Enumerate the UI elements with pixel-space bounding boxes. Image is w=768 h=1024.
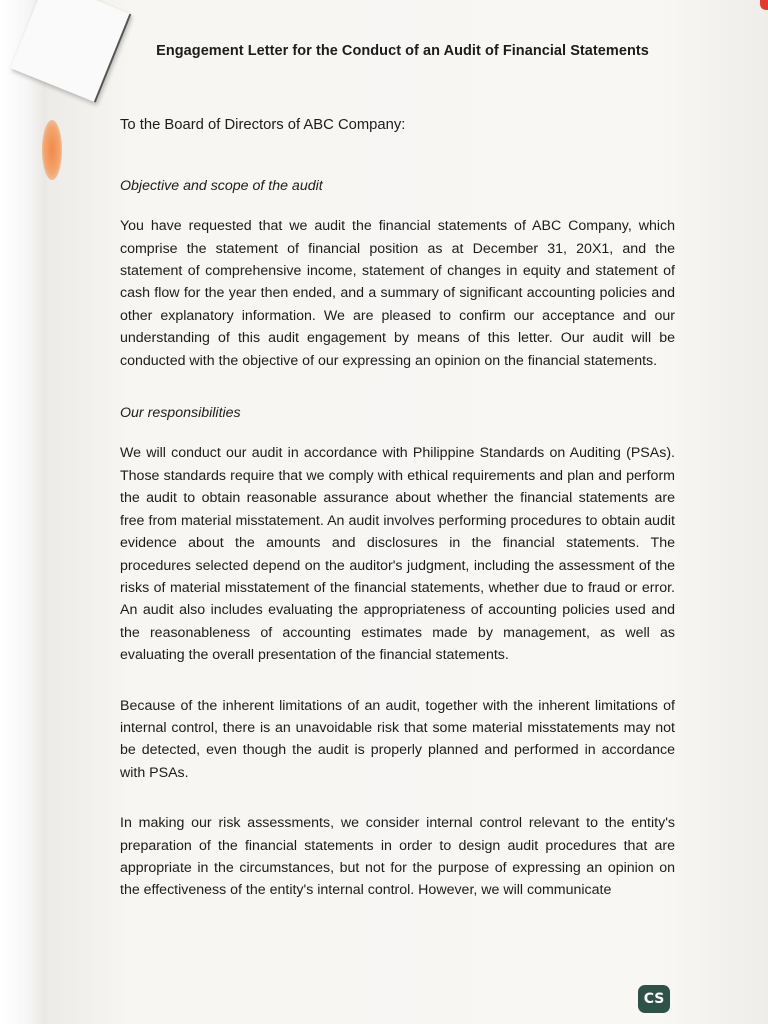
section-heading-responsibilities: Our responsibilities [120, 405, 241, 422]
document-title: Engagement Letter for the Conduct of an Audit of Financial Statements [156, 43, 649, 59]
paragraph-responsibilities-2: Because of the inherent limitations of an audit, together with the inherent limitations of internal control, there is an unavoidable risk that some material misstatements may not be detected, even though the audit is properly planned and performed in accordance with PSAs. [120, 697, 675, 781]
paragraph-responsibilities-1: We will conduct our audit in accordance with Philippine Standards on Auditing (PSAs). Those standards require that we comply with ethical requirements and plan and perform the audit to obtain reasonable assurance about whether the financial statements are free from material misstatement. An audit involves performing procedures to obtain audit evidence about the amounts and disclosures in the financial statements. The procedures selected depend on the auditor's judgment, including the assessment of the risks of material misstatement of the financial statements, whether due to fraud or error. An audit also includes evaluating the appropriateness of accounting policies used and the reasonableness of accounting estimates made by management, as well as evaluating the overall presentation of the financial statements. [120, 445, 675, 664]
badge-label: CS [643, 991, 665, 1007]
salutation: To the Board of Directors of ABC Company: [120, 117, 406, 134]
paragraph-responsibilities-3: In making our risk assessments, we consider internal control relevant to the entity's preparation of the financial statements in order to design audit procedures that are appropriate in the circumstances, but not for the purpose of expressing an opinion on the effectiveness of the entity's internal control. However, we will communicate [120, 815, 675, 899]
orange-mark [42, 120, 62, 180]
paragraph-objective: You have requested that we audit the financial statements of ABC Company, which comprise the statement of financial position as at December 31, 20X1, and the statement of comprehensive income, statement of changes in equity and statement of cash flow for the year then ended, and a summary of significant accounting policies and other explanatory information. We are pleased to confirm our acceptance and our understanding of this audit engagement by means of this letter. Our audit will be conducted with the objective of our expressing an opinion on the financial statements. [120, 218, 675, 369]
camscanner-logo-icon [638, 985, 670, 1013]
letter-body [120, 40, 675, 932]
red-corner-mark [760, 0, 768, 10]
section-heading-objective: Objective and scope of the audit [120, 177, 323, 194]
page-left-margin [0, 0, 46, 1024]
